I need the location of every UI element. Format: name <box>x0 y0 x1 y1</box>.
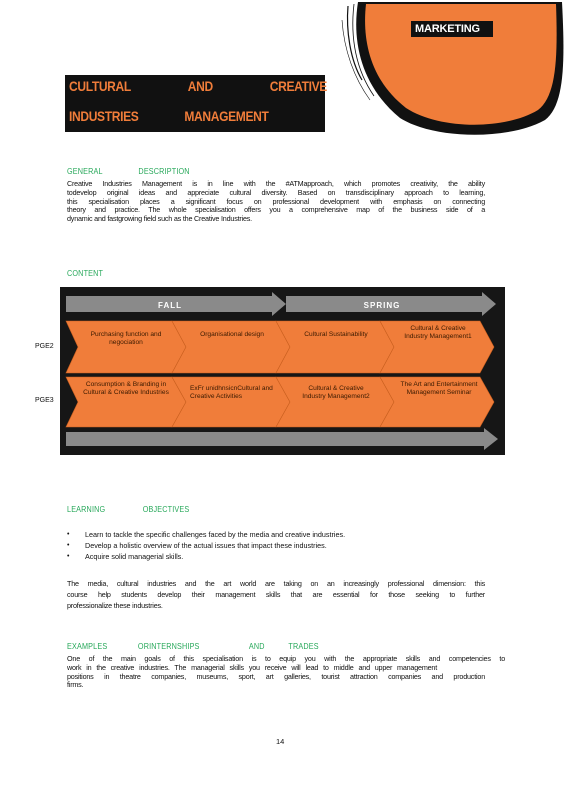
module-label: Organisational design <box>200 331 264 338</box>
curriculum-diagram <box>60 287 505 455</box>
list-item: • Acquire solid managerial skills. <box>67 551 412 562</box>
timeline-arrow <box>66 428 498 450</box>
marketing-tag: MARKETING <box>411 21 493 37</box>
title-line-2: INDUSTRIES MANAGEMENT <box>69 108 269 124</box>
module-label: Purchasing function and negociation <box>90 331 162 346</box>
module-label: Consumption & Branding in Cultural & Creative Industries <box>83 381 169 396</box>
spring-label: SPRING <box>363 301 401 310</box>
list-item: • Develop a holistic overview of the actual issues that impact these industries. <box>67 540 412 551</box>
general-description-heading: GENERAL DESCRIPTION <box>67 166 190 176</box>
row-label-pge3: PGE3 <box>35 397 54 404</box>
list-item: • Learn to tackle the specific challenges faced by the media and creative industries. <box>67 529 412 540</box>
module-label: ExFr unidhnsicnCultural and Creative Activities <box>190 385 273 400</box>
page-number: 14 <box>276 737 285 746</box>
module-label: The Art and Entertainment Management Seminar <box>400 381 478 396</box>
fall-label: FALL <box>158 301 182 310</box>
module-label: Cultural & Creative Industry Management2 <box>302 385 370 400</box>
objectives-list <box>67 529 412 562</box>
learning-objectives-heading: LEARNING OBJECTIVES <box>67 504 190 514</box>
examples-text: One of the main goals of this specialisation is to equip you with the appropriate skills and competencies to work in the creative industries. The managerial skills you receive will lead to middle and upper management positions in theatre companies, museums, sport, art galleries, tourist attraction companies and production firms. <box>67 654 505 690</box>
module-label: Cultural & Creative Industry Management1 <box>404 325 472 340</box>
row-label-pge2: PGE2 <box>35 343 54 350</box>
general-description-text: Creative Industries Management is in line with the #ATMapproach, which promotes creativity, the ability todevelop original ideas and appreciate cultural diversity. Based on transdisciplinary approach to learning, this specialisation places a significant focus on professional development with emphasis on connecting theory and practice. The whole specialisation offers you a comprehensive map of the business side of a dynamic and fastgrowing field such as the Creative Industries. <box>67 179 485 224</box>
title-line-1: CULTURAL AND CREATIVE <box>69 78 327 94</box>
content-heading: CONTENT <box>67 268 104 278</box>
page-title <box>65 75 325 132</box>
objectives-text: The media, cultural industries and the art world are taking on an increasingly professional dimension: this course help students develop their management skills that are essential for those seeking to further professionalize these industries. <box>67 579 485 610</box>
examples-heading: EXAMPLES ORINTERNSHIPS AND TRADES <box>67 641 319 651</box>
module-label: Cultural Sustainability <box>304 331 368 338</box>
